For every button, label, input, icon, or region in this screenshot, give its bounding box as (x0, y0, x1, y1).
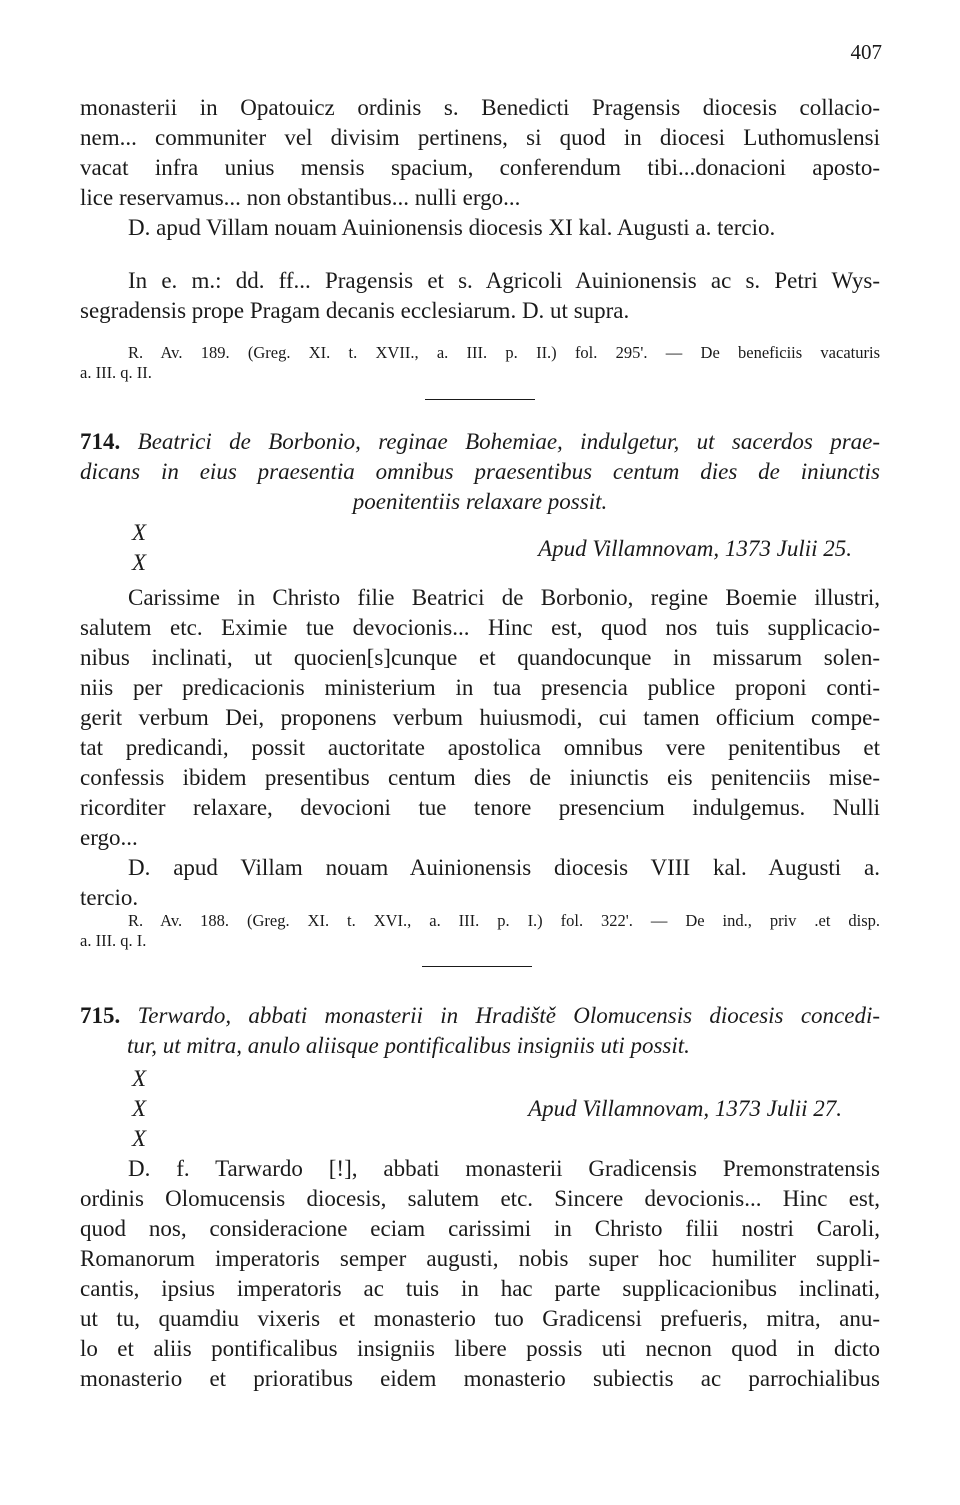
body-line: nibus inclinati, ut quocien[s]cunque et quandocunque in missarum solen- (80, 645, 880, 670)
heading-line: dicans in eius praesentia omnibus praesentibus centum dies de iniunctis (80, 459, 880, 484)
note-line: R. Av. 188. (Greg. XI. t. XVI., a. III. p. I.) fol. 322'. — De ind., priv .et disp. (128, 911, 880, 930)
heading-line (80, 1001, 880, 1031)
entry-number: 715. (80, 1003, 121, 1028)
heading-line (80, 427, 880, 457)
entry-714-source-note (80, 911, 880, 951)
body-line: Romanorum imperatoris semper augusti, nobis super hoc humiliter suppli- (80, 1246, 880, 1271)
source-note (80, 343, 880, 383)
body-line: lo et aliis pontificalibus insigniis libere possis uti necnon quod in dicto (80, 1336, 880, 1361)
body-line: niis per predicacionis ministerium in tua presencia publice proponi conti- (80, 675, 880, 700)
entry-715-marks (80, 1064, 880, 1154)
body-line: ordinis Olomucensis diocesis, salutem etc. Sincere devocionis... Hinc est, (80, 1186, 880, 1211)
text-line: vacat infra unius mensis spacium, conferendum tibi...donacioni aposto- (80, 155, 880, 180)
heading-text: Terwardo, abbati monasterii in Hradiště Olomucensis diocesis concedi- (137, 1003, 880, 1028)
in-eundem-modum-text (80, 266, 880, 326)
body-line: quod nos, consideracione eciam carissimi in Christo filii nostri Caroli, (80, 1216, 880, 1241)
heading-line: poenitentiis relaxare possit. (352, 489, 608, 514)
text-line: nem... communiter vel divisim pertinens, si quod in diocesi Luthomuslensi (80, 125, 880, 150)
entry-714-marks (80, 518, 880, 578)
page-number: 407 (850, 40, 882, 64)
body-line: gerit verbum Dei, proponens verbum huiusmodi, cui tamen officium compe- (80, 705, 880, 730)
body-line: Carissime in Christo filie Beatrici de Borbonio, regine Boemie illustri, (128, 585, 880, 610)
entry-714-heading (80, 427, 880, 517)
heading-text: Beatrici de Borbonio, reginae Bohemiae, indulgetur, ut sacerdos prae- (137, 429, 881, 454)
x-mark: X (132, 1066, 147, 1091)
note-line: R. Av. 189. (Greg. XI. t. XVII., a. III. p. II.) fol. 295'. — De beneficiis vacaturis (128, 343, 880, 362)
body-line: D. f. Tarwardo [!], abbati monasterii Gradicensis Premonstratensis (128, 1156, 880, 1181)
body-line: cantis, ipsius imperatoris ac tuis in hac parte supplicacionibus inclinati, (80, 1276, 880, 1301)
body-line: ut tu, quamdiu vixeris et monasterio tuo Gradicensi prefueris, mitra, anu- (80, 1306, 880, 1331)
text-line: segradensis prope Pragam decanis ecclesiarum. D. ut supra. (80, 298, 630, 323)
body-line: confessis ibidem presentibus centum dies de iniunctis eis penitenciis mise- (80, 765, 880, 790)
place-date: Apud Villamnovam, 1373 Julii 25. (538, 536, 852, 561)
x-mark: X (132, 1096, 147, 1121)
separator-rule (422, 966, 532, 967)
place-date: Apud Villamnovam, 1373 Julii 27. (528, 1096, 842, 1121)
entry-715-body (80, 1154, 880, 1394)
body-line: tat predicandi, possit auctoritate apostolica omnibus vere penitentibus et (80, 735, 880, 760)
note-line: a. III. q. I. (80, 931, 147, 950)
dating-line: D. apud Villam nouam Auinionensis diocesis XI kal. Augusti a. tercio. (128, 215, 776, 240)
dating-line: D. apud Villam nouam Auinionensis diocesis VIII kal. Augusti a. (128, 855, 880, 880)
body-line: salutem etc. Eximie tue devocionis... Hinc est, quod nos tuis supplicacio- (80, 615, 880, 640)
entry-715-heading (80, 1001, 880, 1061)
separator-rule (425, 399, 535, 400)
text-line: In e. m.: dd. ff... Pragensis et s. Agricoli Auinionensis ac s. Petri Wys- (128, 268, 880, 293)
x-mark: X (132, 520, 147, 545)
body-line: ergo... (80, 825, 138, 850)
text-line: lice reservamus... non obstantibus... nulli ergo... (80, 185, 521, 210)
body-line: ricorditer relaxare, devocioni tue tenore presencium indulgemus. Nulli (80, 795, 880, 820)
dating-line: tercio. (80, 885, 139, 910)
entry-714-body (80, 583, 880, 913)
x-mark: X (132, 1126, 147, 1151)
body-line: monasterio et prioratibus eidem monasterio subiectis ac parrochialibus (80, 1366, 880, 1391)
text-line: monasterii in Opatouicz ordinis s. Benedicti Pragensis diocesis collacio- (80, 95, 880, 120)
heading-line: tur, ut mitra, anulo aliisque pontificalibus insigniis uti possit. (127, 1033, 690, 1058)
entry-number: 714. (80, 429, 121, 454)
note-line: a. III. q. II. (80, 363, 152, 382)
continuation-text (80, 93, 880, 243)
x-mark: X (132, 550, 147, 575)
